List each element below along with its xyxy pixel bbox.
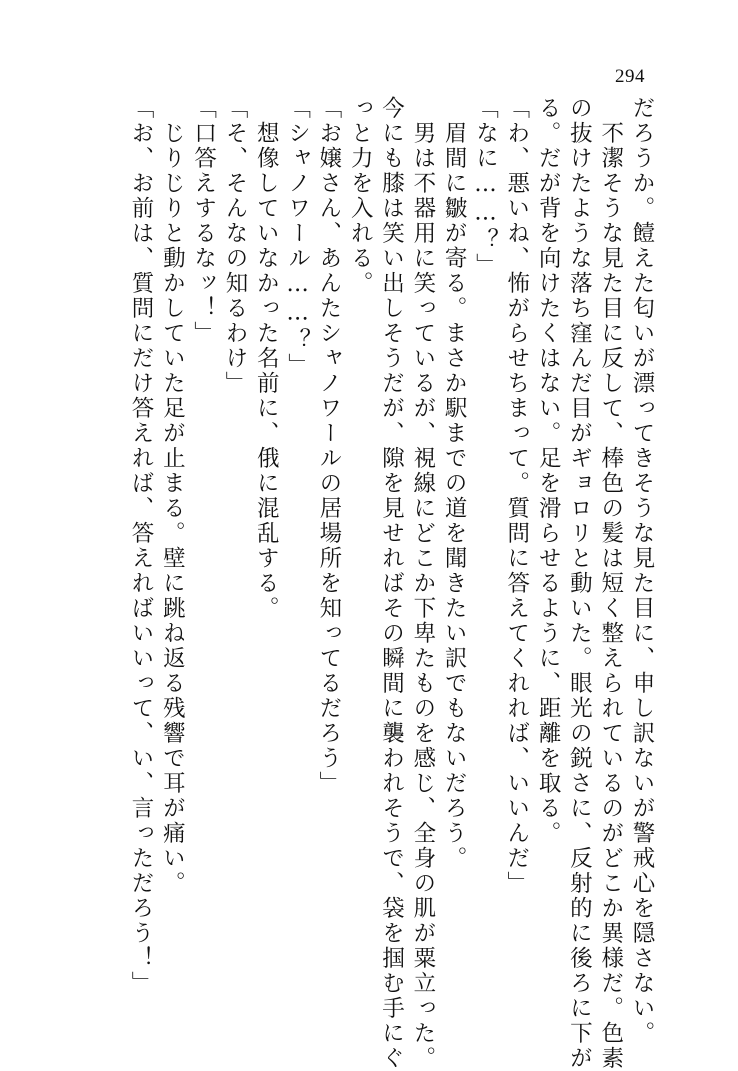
text-line: 眉間に皺が寄る。まさか駅までの道を聞きたい訳でもないだろう。	[441, 96, 468, 871]
text-line: 想像していなかった名前に、俄に混乱する。	[253, 96, 280, 621]
text-line: の抜けたような落ち窪んだ目がギョロリと動いた。眼光の鋭さに、反射的に後ろに下が	[566, 96, 593, 1071]
text-line: る。だが背を向けたくはない。足を滑らせるように、距離を取る。	[535, 96, 562, 846]
text-line: 今にも膝は笑い出しそうだが、隙を見せればその瞬間に襲われそうで、袋を掴む手にぐ	[378, 96, 405, 1071]
page-number: 294	[615, 66, 645, 87]
text-line: 「そ、そんなの知るわけ」	[221, 96, 248, 396]
text-line: 「お、お前は、質問にだけ答えれば、答えればいいって、い、言っただろう！」	[128, 96, 154, 996]
text-line: っと力を入れる。	[347, 96, 374, 296]
text-line: 「お嬢さん、あんたシャノワールの居場所を知ってるだろう」	[315, 96, 342, 796]
text-line: 「シャノワール……？」	[284, 96, 311, 378]
text-line: じりじりと動かしていた足が止まる。壁に跳ね返る残響で耳が痛い。	[159, 96, 186, 896]
text-line: 男は不器用に笑っているが、視線にどこか下卑たものを感じ、全身の肌が粟立った。	[409, 96, 436, 1071]
text-line: 「わ、悪いね、怖がらせちまって。質問に答えてくれれば、いいんだ」	[503, 96, 530, 896]
text-line: 不潔そうな見た目に反して、棒色の髪は短く整えられているのがどこか異様だ。色素	[597, 96, 624, 1071]
text-line: 「なに……？」	[472, 96, 499, 278]
vertical-text-body	[128, 96, 655, 1071]
text-line: 「口答えするなッ！」	[190, 96, 217, 346]
text-line: だろうか。饐えた匂いが漂ってきそうな見た目に、申し訳ないが警戒心を隠さない。	[629, 96, 655, 1046]
